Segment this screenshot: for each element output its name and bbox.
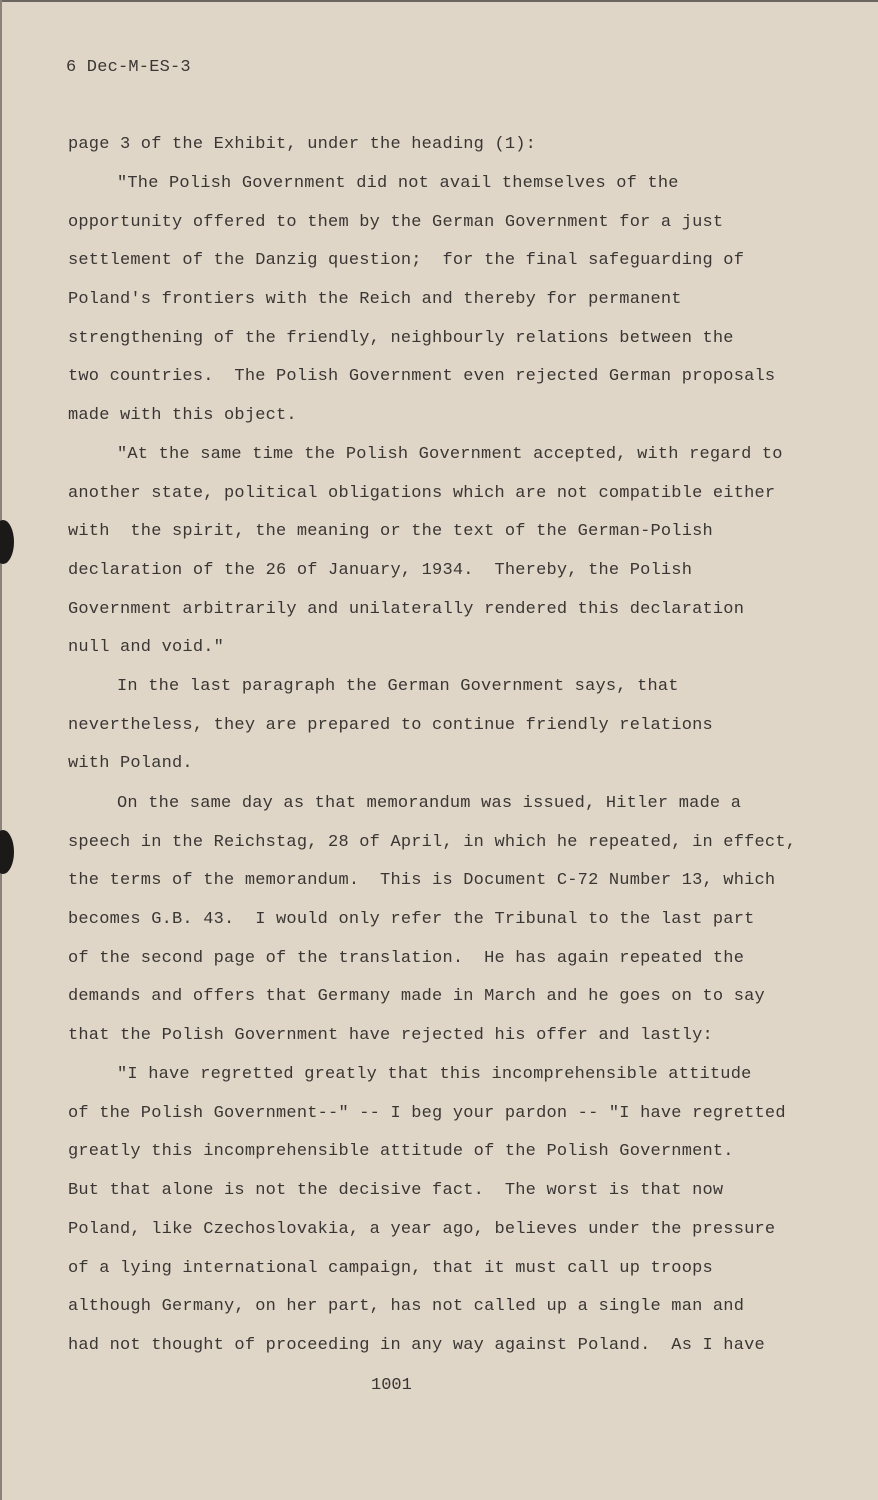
punch-hole — [0, 830, 14, 874]
text-line: "The Polish Government did not avail themselves of the — [117, 174, 679, 193]
text-line: with Poland. — [68, 754, 193, 773]
text-line: page 3 of the Exhibit, under the heading (1): — [68, 135, 537, 154]
text-line: made with this object. — [68, 406, 297, 425]
text-line: demands and offers that Germany made in March and he goes on to say — [68, 987, 765, 1006]
text-line: becomes G.B. 43. I would only refer the Tribunal to the last part — [68, 910, 755, 929]
text-line: strengthening of the friendly, neighbourly relations between the — [68, 329, 734, 348]
text-line: On the same day as that memorandum was issued, Hitler made a — [117, 794, 742, 813]
text-line: Poland's frontiers with the Reich and thereby for permanent — [68, 290, 682, 309]
text-line: nevertheless, they are prepared to continue friendly relations — [68, 716, 713, 735]
text-line: greatly this incomprehensible attitude of the Polish Government. — [68, 1142, 734, 1161]
text-line: null and void." — [68, 638, 225, 657]
document-id: 6 Dec-M-ES-3 — [66, 58, 191, 77]
text-line: of the Polish Government--" -- I beg your pardon -- "I have regretted — [68, 1104, 786, 1123]
text-line: Poland, like Czechoslovakia, a year ago, believes under the pressure — [68, 1220, 776, 1239]
text-line: In the last paragraph the German Government says, that — [117, 677, 679, 696]
text-line: opportunity offered to them by the German Government for a just — [68, 213, 724, 232]
text-line: two countries. The Polish Government even rejected German proposals — [68, 367, 776, 386]
text-line: But that alone is not the decisive fact. The worst is that now — [68, 1181, 724, 1200]
page-left-edge — [0, 0, 2, 1500]
text-line: with the spirit, the meaning or the text of the German-Polish — [68, 522, 713, 541]
text-line: "I have regretted greatly that this incomprehensible attitude — [117, 1065, 752, 1084]
text-line: "At the same time the Polish Government accepted, with regard to — [117, 445, 783, 464]
text-line: had not thought of proceeding in any way against Poland. As I have — [68, 1336, 765, 1355]
page-top-edge — [0, 0, 878, 2]
text-line: another state, political obligations which are not compatible either — [68, 484, 776, 503]
text-line: that the Polish Government have rejected his offer and lastly: — [68, 1026, 713, 1045]
text-line: settlement of the Danzig question; for the final safeguarding of — [68, 251, 745, 270]
text-line: of a lying international campaign, that it must call up troops — [68, 1259, 713, 1278]
punch-hole — [0, 520, 14, 564]
text-line: although Germany, on her part, has not called up a single man and — [68, 1297, 745, 1316]
text-line: of the second page of the translation. He has again repeated the — [68, 949, 745, 968]
text-line: Government arbitrarily and unilaterally rendered this declaration — [68, 600, 745, 619]
text-line: speech in the Reichstag, 28 of April, in which he repeated, in effect, — [68, 833, 797, 852]
text-line: the terms of the memorandum. This is Document C-72 Number 13, which — [68, 871, 776, 890]
text-line: declaration of the 26 of January, 1934. Thereby, the Polish — [68, 561, 693, 580]
page-number: 1001 — [371, 1376, 412, 1395]
